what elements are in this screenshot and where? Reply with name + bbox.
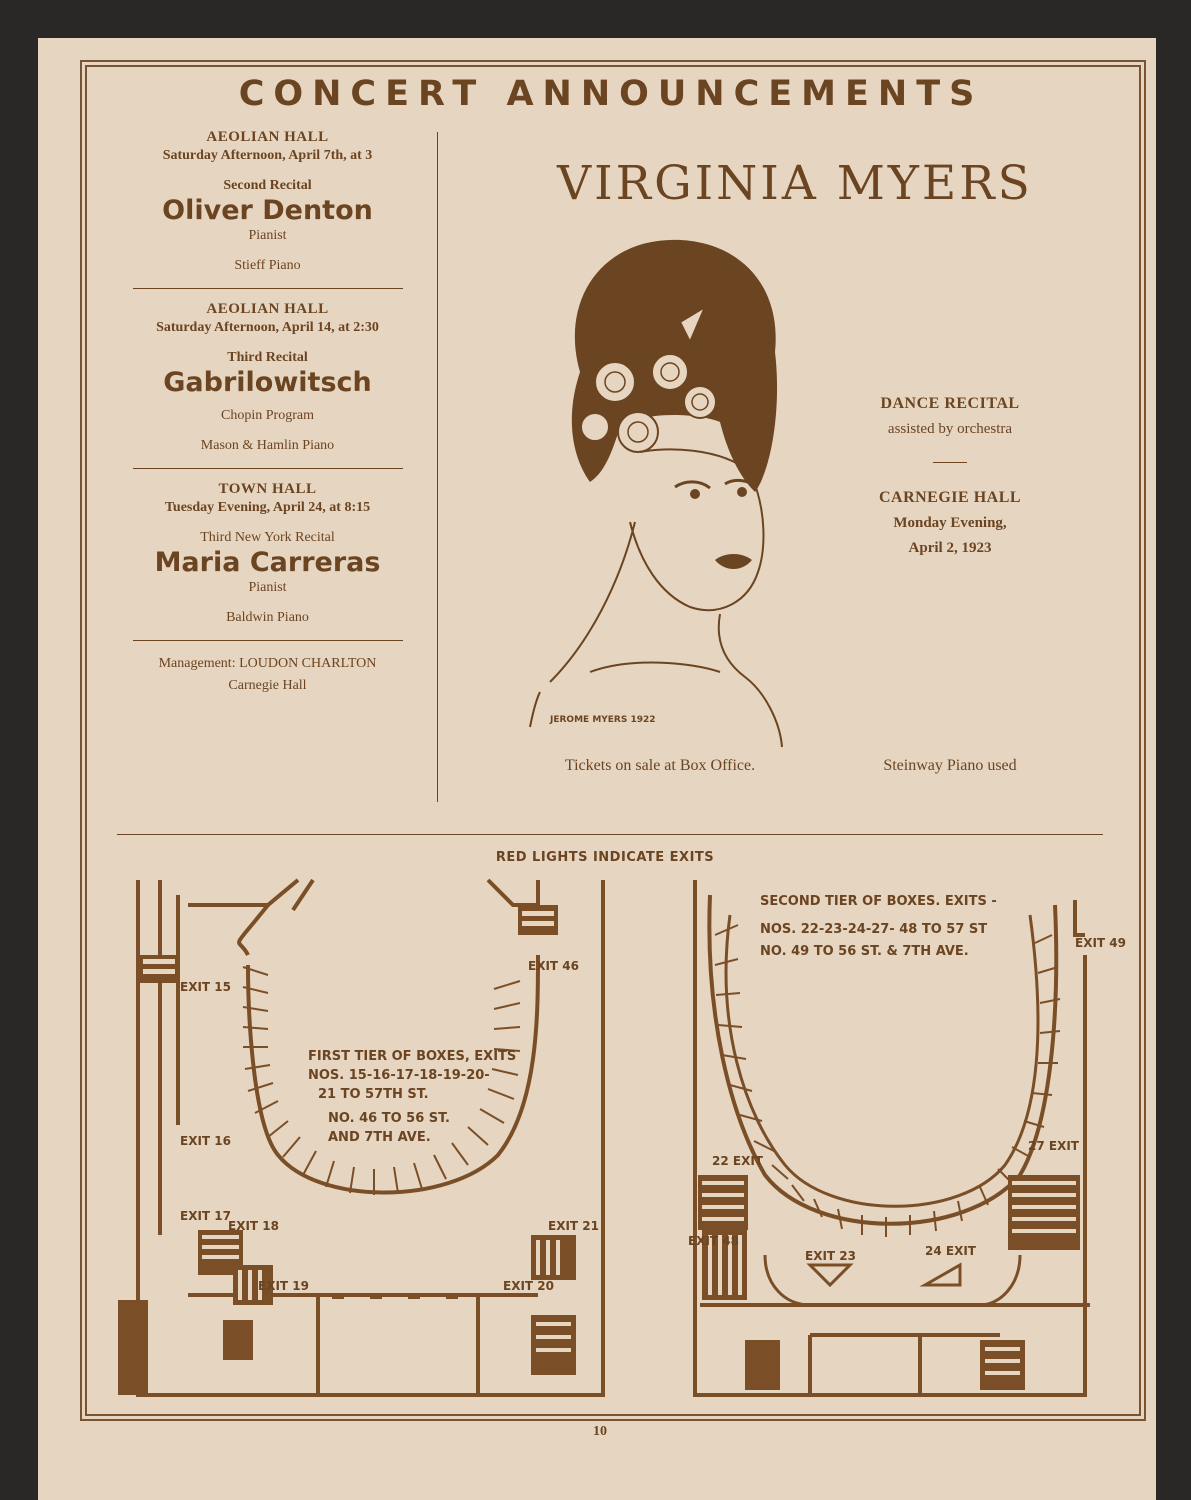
management-credit: [115, 653, 420, 697]
tier-caption: AND 7TH AVE.: [328, 1130, 431, 1145]
artist-name: Gabrilowitsch: [163, 367, 372, 398]
recital-label: Third New York Recital: [200, 530, 335, 545]
piano-note: Baldwin Piano: [226, 610, 309, 625]
divider: [133, 640, 403, 641]
management-line: Management: LOUDON CHARLTON: [158, 656, 377, 671]
plans-heading: RED LIGHTS INDICATE EXITS: [495, 850, 715, 865]
exit-label: EXIT 46: [528, 959, 579, 973]
venue: TOWN HALL: [218, 481, 317, 497]
tier-caption: NO. 49 TO 56 ST. & 7TH AVE.: [760, 944, 969, 959]
artist-name: Oliver Denton: [162, 195, 373, 226]
column-divider: [437, 132, 438, 802]
event-time: Monday Evening,: [893, 515, 1007, 531]
recital-label: Second Recital: [223, 178, 312, 193]
event-venue: CARNEGIE HALL: [878, 489, 1022, 506]
date-time: Saturday Afternoon, April 14, at 2:30: [156, 320, 379, 335]
event-assist: assisted by orchestra: [887, 421, 1013, 437]
exit-label: EXIT 21: [548, 1219, 599, 1233]
exit-label: 27 EXIT: [1028, 1139, 1079, 1153]
tier-caption: 21 TO 57TH ST.: [318, 1087, 429, 1102]
tier-caption: NO. 46 TO 56 ST.: [328, 1111, 450, 1126]
event-date: April 2, 1923: [908, 540, 992, 556]
exit-label: EXIT 49: [1075, 936, 1126, 950]
exit-label: EXIT 19: [258, 1279, 309, 1293]
venue: AEOLIAN HALL: [206, 129, 329, 145]
section-divider: [117, 834, 1103, 835]
exit-label: EXIT 17: [180, 1209, 231, 1223]
date-time: Tuesday Evening, April 24, at 8:15: [164, 500, 371, 515]
event-type: DANCE RECITAL: [880, 395, 1020, 412]
exit-label: EXIT 48: [688, 1234, 739, 1248]
management-venue: Carnegie Hall: [228, 678, 307, 693]
venue: AEOLIAN HALL: [206, 301, 329, 317]
tickets-note: Tickets on sale at Box Office.: [564, 757, 756, 774]
exit-label: EXIT 23: [805, 1249, 856, 1263]
feature-title: VIRGINIA MYERS: [557, 156, 1033, 211]
date-time: Saturday Afternoon, April 7th, at 3: [162, 148, 373, 163]
exit-label: EXIT 20: [503, 1279, 554, 1293]
exit-label: EXIT 16: [180, 1134, 231, 1148]
exit-label: 22 EXIT: [712, 1154, 763, 1168]
divider: [133, 468, 403, 469]
tier-caption: NOS. 15-16-17-18-19-20-: [308, 1068, 490, 1083]
second-tier-floor-plan: [688, 875, 1126, 1410]
first-tier-floor-plan: [118, 875, 618, 1410]
artist-name: Maria Carreras: [154, 547, 381, 578]
portrait-illustration: [520, 222, 810, 752]
tier-caption: FIRST TIER OF BOXES, EXITS: [308, 1049, 517, 1064]
announcement-1: [115, 129, 420, 274]
announcement-2: [115, 301, 420, 454]
exit-label: EXIT 18: [228, 1219, 279, 1233]
piano-note: Stieff Piano: [234, 258, 301, 273]
artist-role: Pianist: [248, 228, 287, 243]
recital-label: Third Recital: [227, 350, 308, 365]
dash-divider: [933, 462, 967, 463]
divider: [133, 288, 403, 289]
artist-role: Pianist: [248, 580, 287, 595]
tier-caption: NOS. 22-23-24-27- 48 TO 57 ST: [760, 922, 988, 937]
event-details: [850, 395, 1050, 557]
announcements-column: [115, 125, 420, 697]
tier-caption: SECOND TIER OF BOXES. EXITS -: [760, 894, 997, 909]
exit-label: EXIT 15: [180, 980, 231, 994]
piano-credit: Steinway Piano used: [883, 757, 1017, 774]
piano-note: Mason & Hamlin Piano: [200, 438, 335, 453]
exit-label: 24 EXIT: [925, 1244, 976, 1258]
announcement-3: [115, 481, 420, 626]
artist-signature: JEROME MYERS 1922: [550, 715, 656, 725]
page-title: CONCERT ANNOUNCEMENTS: [238, 74, 984, 114]
program-note: Chopin Program: [221, 408, 314, 423]
page-number: 10: [593, 1424, 607, 1439]
